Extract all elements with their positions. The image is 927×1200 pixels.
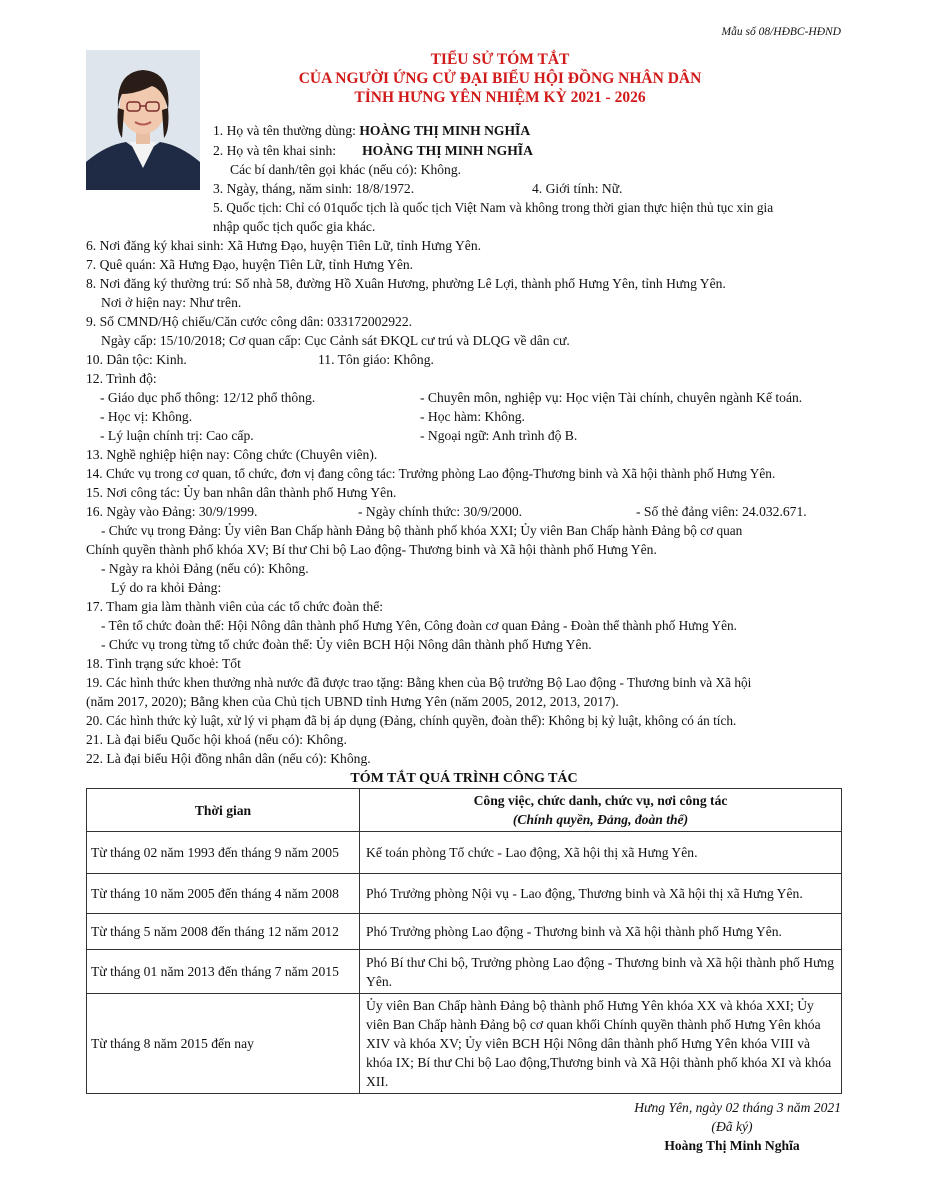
item-4: 4. Giới tính: Nữ. xyxy=(532,181,623,196)
work-history-heading: TÓM TẮT QUÁ TRÌNH CÔNG TÁC xyxy=(350,771,578,786)
item-16-role-line-1: - Chức vụ trong Đảng: Ủy viên Ban Chấp hành Đảng bộ thành phố khóa XXI; Ủy viên Ban Chấp hành Đảng bộ cơ quan xyxy=(101,523,743,538)
table-row xyxy=(87,874,842,914)
item-7: 7. Quê quán: Xã Hưng Đạo, huyện Tiên Lữ, tỉnh Hưng Yên. xyxy=(86,257,414,272)
item-5-line-1: 5. Quốc tịch: Chỉ có 01quốc tịch là quốc tịch Việt Nam và không trong thời gian thực hiện thủ tục xin gia xyxy=(213,200,774,215)
signature-name: Hoàng Thị Minh Nghĩa xyxy=(664,1138,800,1153)
column-header-job-title: Công việc, chức danh, chức vụ, nơi công tác xyxy=(473,793,728,808)
item-3: 3. Ngày, tháng, năm sinh: 18/8/1972. xyxy=(213,181,415,196)
item-19-line-2: (năm 2017, 2020); Bằng khen của Chủ tịch UBND tỉnh Hưng Yên (năm 2005, 2012, 2013, 2017). xyxy=(86,694,619,709)
item-16-card: - Số thẻ đảng viên: 24.032.671. xyxy=(636,504,807,519)
item-12-politics: - Lý luận chính trị: Cao cấp. xyxy=(100,428,254,443)
table-cell-job: Kế toán phòng Tổ chức - Lao động, Xã hội thị xã Hưng Yên. xyxy=(360,832,842,874)
item-20: 20. Các hình thức kỷ luật, xử lý vi phạm đã bị áp dụng (Đảng, chính quyền, đoàn thể): Không bị kỷ luật, không có án tích. xyxy=(86,713,737,728)
title-line-1: TIỂU SỬ TÓM TẮT xyxy=(430,51,570,68)
signature-signed-note: (Đã ký) xyxy=(711,1119,753,1134)
item-14: 14. Chức vụ trong cơ quan, tổ chức, đơn vị đang công tác: Trưởng phòng Lao động-Thương binh và Xã hội thành phố Hưng Yên. xyxy=(86,466,776,481)
column-header-time: Thời gian xyxy=(87,789,360,832)
item-5-line-2: nhập quốc tịch quốc gia khác. xyxy=(213,219,376,234)
item-19-line-1: 19. Các hình thức khen thưởng nhà nước đã được trao tặng: Bằng khen của Bộ trưởng Bộ Lao động - Thương binh và Xã hội xyxy=(86,675,752,690)
table-cell-time: Từ tháng 10 năm 2005 đến tháng 4 năm 2008 xyxy=(87,874,360,914)
table-row xyxy=(87,832,842,874)
item-16-leave: - Ngày ra khỏi Đảng (nếu có): Không. xyxy=(101,561,309,576)
item-8: 8. Nơi đăng ký thường trú: Số nhà 58, đường Hồ Xuân Hương, phường Lê Lợi, thành phố Hưng Yên, tỉnh Hưng Yên. xyxy=(86,276,726,291)
item-9-issue: Ngày cấp: 15/10/2018; Cơ quan cấp: Cục Cảnh sát ĐKQL cư trú và DLQG về dân cư. xyxy=(101,333,570,348)
item-2: 2. Họ và tên khai sinh: HOÀNG THỊ MINH NGHĨA xyxy=(213,143,533,158)
form-number: Mẫu số 08/HĐBC-HĐND xyxy=(721,26,841,38)
table-cell-job: Phó Trưởng phòng Nội vụ - Lao động, Thương binh và Xã hội thị xã Hưng Yên. xyxy=(360,874,842,914)
title-line-2: CỦA NGƯỜI ỨNG CỬ ĐẠI BIỂU HỘI ĐỒNG NHÂN DÂN xyxy=(298,70,702,87)
item-16-official: - Ngày chính thức: 30/9/2000. xyxy=(358,504,523,519)
item-18: 18. Tình trạng sức khoẻ: Tốt xyxy=(86,656,241,671)
table-row xyxy=(87,950,842,994)
table-cell-job: Ủy viên Ban Chấp hành Đảng bộ thành phố Hưng Yên khóa XX và khóa XXI; Ủy viên Ban Chấp hành Đảng bộ cơ quan khối Chính quyền thành phố Hưng Yên khóa XIV và khóa XV; Ủy viên BCH Hội Nông dân thành phố Hưng Yên khóa VIII và khóa IX; Bí thư Chi bộ Lao động,Thương binh và Xã Hội thành phố khóa XI và khóa XII. xyxy=(360,994,842,1094)
work-history-table xyxy=(86,788,842,1094)
item-12-education: - Giáo dục phổ thông: 12/12 phổ thông. xyxy=(100,390,316,405)
item-12: 12. Trình độ: xyxy=(86,371,157,386)
item-12-degree: - Học vị: Không. xyxy=(100,409,193,424)
item-12-language: - Ngoại ngữ: Anh trình độ B. xyxy=(420,428,578,443)
item-6: 6. Nơi đăng ký khai sinh: Xã Hưng Đạo, huyện Tiên Lữ, tỉnh Hưng Yên. xyxy=(86,238,482,253)
alias: Các bí danh/tên gọi khác (nếu có): Không. xyxy=(230,162,462,177)
item-13: 13. Nghề nghiệp hiện nay: Công chức (Chuyên viên). xyxy=(86,447,378,462)
item-1: 1. Họ và tên thường dùng: HOÀNG THỊ MINH NGHĨA xyxy=(213,123,531,138)
table-cell-time: Từ tháng 02 năm 1993 đến tháng 9 năm 2005 xyxy=(87,832,360,874)
item-17-position: - Chức vụ trong từng tổ chức đoàn thể: Ủy viên BCH Hội Nông dân thành phố Hưng Yên. xyxy=(101,637,592,652)
item-21: 21. Là đại biểu Quốc hội khoá (nếu có): Không. xyxy=(86,732,347,747)
column-header-job-subtitle: (Chính quyền, Đảng, đoàn thể) xyxy=(512,812,689,827)
item-12-major: - Chuyên môn, nghiệp vụ: Học viện Tài chính, chuyên ngành Kế toán. xyxy=(420,390,803,405)
portrait-photo xyxy=(86,50,200,190)
item-12-rank: - Học hàm: Không. xyxy=(420,409,525,424)
item-17: 17. Tham gia làm thành viên của các tổ chức đoàn thể: xyxy=(86,599,384,614)
item-10: 10. Dân tộc: Kinh. xyxy=(86,352,187,367)
item-16-join: 16. Ngày vào Đảng: 30/9/1999. xyxy=(86,504,258,519)
item-15: 15. Nơi công tác: Ủy ban nhân dân thành phố Hưng Yên. xyxy=(86,485,397,500)
signature-place-date: Hưng Yên, ngày 02 tháng 3 năm 2021 xyxy=(634,1100,841,1115)
item-16-role-line-2: Chính quyền thành phố khóa XV; Bí thư Chi bộ Lao động- Thương binh và Xã hội thành phố Hưng Yên. xyxy=(86,542,657,557)
table-row xyxy=(87,914,842,950)
item-11: 11. Tôn giáo: Không. xyxy=(318,352,434,367)
item-22: 22. Là đại biểu Hội đồng nhân dân (nếu có): Không. xyxy=(86,751,371,766)
table-row xyxy=(87,994,842,1094)
table-cell-time: Từ tháng 8 năm 2015 đến nay xyxy=(87,994,360,1094)
column-header-job xyxy=(360,789,842,832)
table-header-row xyxy=(87,789,842,832)
item-9: 9. Số CMND/Hộ chiếu/Căn cước công dân: 033172002922. xyxy=(86,314,413,329)
table-cell-time: Từ tháng 01 năm 2013 đến tháng 7 năm 2015 xyxy=(87,950,360,994)
table-cell-job: Phó Trưởng phòng Lao động - Thương binh và Xã hội thành phố Hưng Yên. xyxy=(360,914,842,950)
title-line-3: TỈNH HƯNG YÊN NHIỆM KỲ 2021 - 2026 xyxy=(354,89,646,106)
item-16-reason: Lý do ra khỏi Đảng: xyxy=(111,580,222,595)
table-cell-time: Từ tháng 5 năm 2008 đến tháng 12 năm 2012 xyxy=(87,914,360,950)
portrait-illustration xyxy=(86,50,200,190)
item-8-residence: Nơi ở hiện nay: Như trên. xyxy=(101,295,242,310)
table-cell-job: Phó Bí thư Chi bộ, Trưởng phòng Lao động - Thương binh và Xã hội thành phố Hưng Yên. xyxy=(360,950,842,994)
item-17-organization: - Tên tổ chức đoàn thể: Hội Nông dân thành phố Hưng Yên, Công đoàn cơ quan Đảng - Đoàn thể thành phố Hưng Yên. xyxy=(101,618,737,633)
